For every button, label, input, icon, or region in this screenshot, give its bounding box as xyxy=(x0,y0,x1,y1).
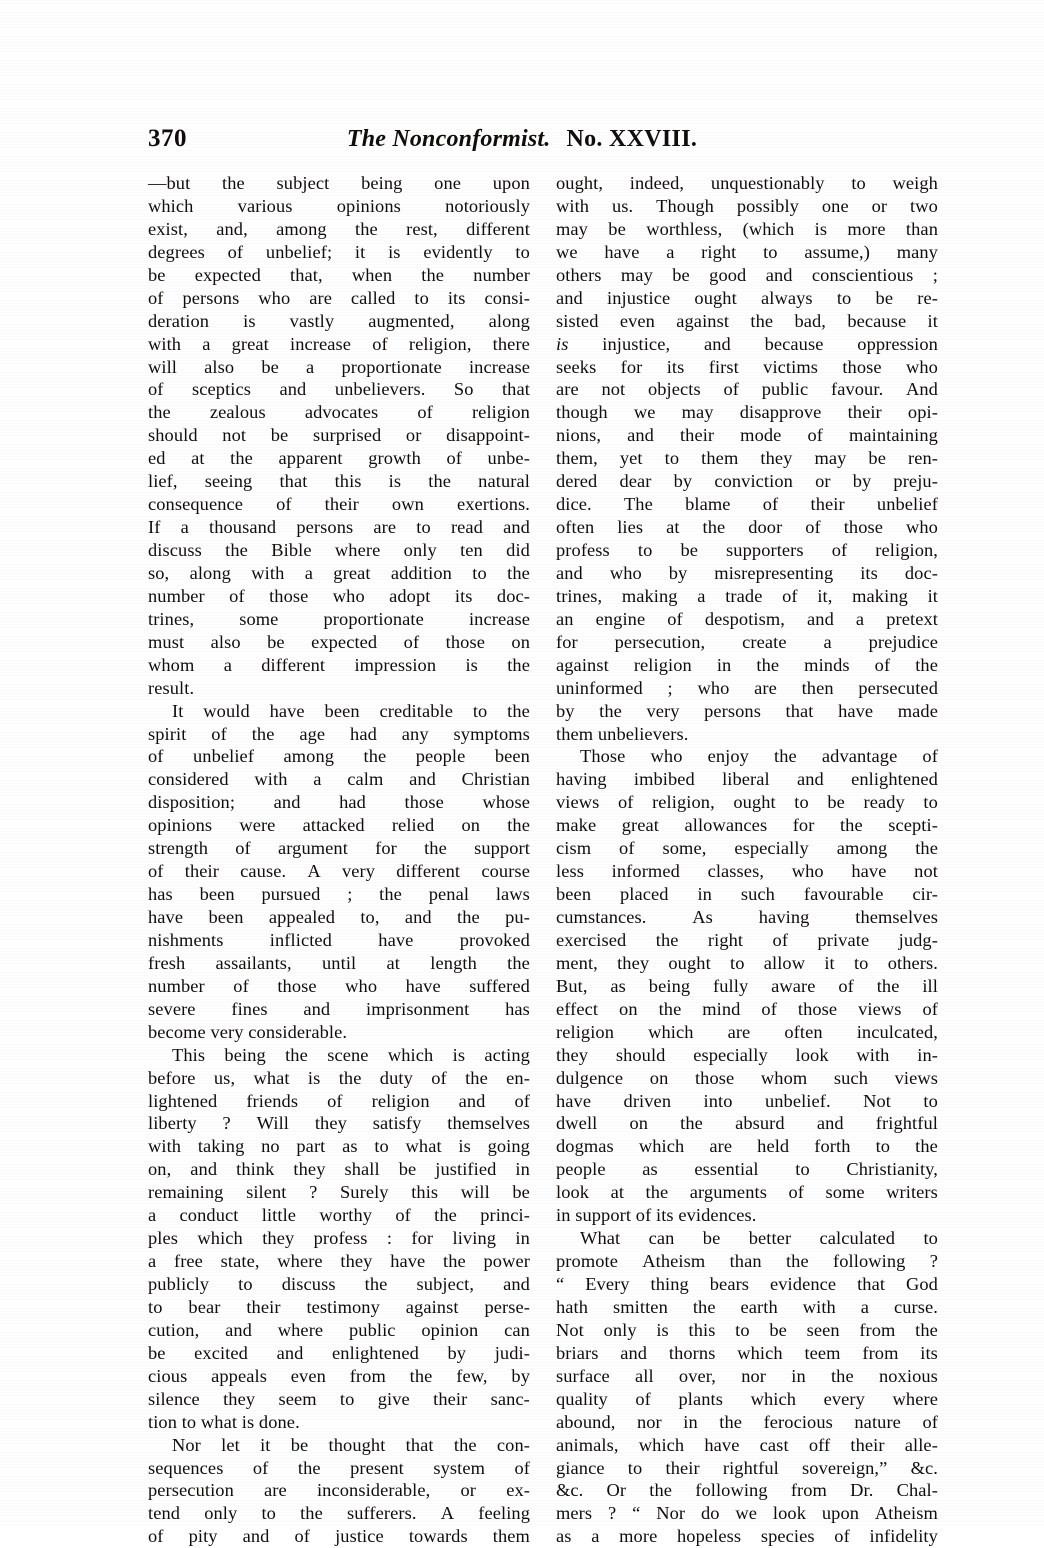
text-line: having imbibed liberal and enlightened xyxy=(556,769,938,790)
text-line: disposition; and had those whose xyxy=(148,792,530,813)
text-line: a conduct little worthy of the princi- xyxy=(148,1205,530,1226)
text-line: deration is vastly augmented, along xyxy=(148,310,530,331)
text-line: exist, and, among the rest, different xyxy=(148,218,530,239)
text-line: Not only is this to be seen from the xyxy=(556,1319,938,1340)
text-line: lightened friends of religion and of xyxy=(148,1090,530,1111)
text-line: severe fines and imprisonment has xyxy=(148,998,530,1019)
text-line: to bear their testimony against perse- xyxy=(148,1296,530,1317)
text-line: It would have been creditable to the xyxy=(172,700,530,721)
text-line: fresh assailants, until at length the xyxy=(148,952,530,973)
text-line: dice. The blame of their unbelief xyxy=(556,494,938,515)
page-number: 370 xyxy=(148,125,187,152)
text-line: and injustice ought always to be re- xyxy=(556,287,938,308)
text-line: as a more hopeless species of infidelity xyxy=(556,1526,938,1547)
column-left xyxy=(148,172,530,1548)
text-line: tend only to the sufferers. A feeling xyxy=(148,1503,530,1524)
text-line: exercised the right of private judg- xyxy=(556,929,938,950)
text-line: liberty ? Will they satisfy themselves xyxy=(148,1113,530,1134)
text-line: —but the subject being one upon xyxy=(148,173,530,193)
text-line: have been appealed to, and the pu- xyxy=(148,907,530,927)
text-line: “ Every thing bears evidence that God xyxy=(556,1274,938,1294)
text-line: dulgence on those whom such views xyxy=(556,1067,938,1088)
text-line: dered dear by conviction or by preju- xyxy=(556,471,938,492)
text-line: is injustice, and because oppression xyxy=(556,333,938,354)
text-line: hath smitten the earth with a curse. xyxy=(556,1296,938,1317)
text-line: animals, which have cast off their alle- xyxy=(556,1434,938,1455)
text-line: are not objects of public favour. And xyxy=(556,379,938,400)
text-line: sequences of the present system of xyxy=(148,1457,530,1478)
text-line: remaining silent ? Surely this will be xyxy=(148,1182,530,1203)
text-line: cumstances. As having themselves xyxy=(556,907,938,927)
text-line: of unbelief among the people been xyxy=(148,746,530,767)
column-right xyxy=(556,172,938,1548)
text-line: of sceptics and unbelievers. So that xyxy=(148,379,530,400)
text-line: abound, nor in the ferocious nature of xyxy=(556,1411,938,1432)
text-line: publicly to discuss the subject, and xyxy=(148,1274,530,1294)
text-line: so, along with a great addition to the xyxy=(148,562,530,583)
text-line: often lies at the door of those who xyxy=(556,517,938,538)
text-line: against religion in the minds of the xyxy=(556,654,938,675)
text-line: But, as being fully aware of the ill xyxy=(556,975,938,996)
text-line: ment, they ought to allow it to others. xyxy=(556,952,938,973)
text-line: them, yet to them they may be ren- xyxy=(556,448,938,469)
text-line: &c. Or the following from Dr. Chal- xyxy=(556,1480,938,1501)
text-line: strength of argument for the support xyxy=(148,838,530,859)
text-line: degrees of unbelief; it is evidently to xyxy=(148,241,530,262)
text-line: Nor let it be thought that the con- xyxy=(172,1434,530,1455)
text-line: opinions were attacked relied on the xyxy=(148,815,530,836)
text-line: result. xyxy=(148,677,195,698)
text-line: ought, indeed, unquestionably to weigh xyxy=(556,173,938,193)
text-line: less informed classes, who have not xyxy=(556,861,938,882)
text-line: This being the scene which is acting xyxy=(172,1044,530,1065)
text-line: persecution are inconsiderable, or ex- xyxy=(148,1480,530,1501)
text-line: Those who enjoy the advantage of xyxy=(580,746,938,767)
text-line: which various opinions notoriously xyxy=(148,195,530,216)
text-line: What can be better calculated to xyxy=(580,1228,938,1249)
issue-number: No. XXVIII. xyxy=(566,126,698,152)
text-line: an engine of despotism, and a pretext xyxy=(556,608,938,629)
text-line: by the very persons that have made xyxy=(556,700,938,721)
text-line: have driven into unbelief. Not to xyxy=(556,1090,938,1111)
text-line: religion which are often inculcated, xyxy=(556,1021,938,1042)
running-head xyxy=(148,122,896,156)
text-line: trines, some proportionate increase xyxy=(148,608,530,629)
text-line: we have a right to assume,) many xyxy=(556,241,938,262)
text-line: them unbelievers. xyxy=(556,723,689,744)
text-line: giance to their rightful sovereign,” &c. xyxy=(556,1457,938,1478)
text-line: cious appeals even from the few, by xyxy=(148,1365,530,1386)
text-line: spirit of the age had any symptoms xyxy=(148,723,530,744)
text-line: uninformed ; who are then persecuted xyxy=(556,677,938,698)
text-line: though we may disapprove their opi- xyxy=(556,402,938,423)
text-line: promote Atheism than the following ? xyxy=(556,1251,938,1272)
publication-title: The Nonconformist. xyxy=(346,126,551,152)
text-line: the zealous advocates of religion xyxy=(148,402,530,423)
text-line: discuss the Bible where only ten did xyxy=(148,540,530,560)
text-line: cism of some, especially among the xyxy=(556,838,938,859)
text-line: seeks for its first victims those who xyxy=(556,356,938,377)
text-line: silence they seem to give their sanc- xyxy=(148,1388,530,1409)
text-line: on, and think they shall be justified in xyxy=(148,1159,530,1180)
text-line: been placed in such favourable cir- xyxy=(556,884,938,905)
text-line: nishments inflicted have provoked xyxy=(148,929,530,950)
text-line: of their cause. A very different course xyxy=(148,861,530,882)
text-line: has been pursued ; the penal laws xyxy=(148,884,530,905)
text-line: with a great increase of religion, there xyxy=(148,333,530,354)
text-line: make great allowances for the scepti- xyxy=(556,815,938,836)
text-line: people as essential to Christianity, xyxy=(556,1159,938,1180)
text-line: considered with a calm and Christian xyxy=(148,769,530,790)
text-line: should not be surprised or disappoint- xyxy=(148,425,530,446)
text-line: before us, what is the duty of the en- xyxy=(148,1067,530,1088)
text-line: effect on the mind of those views of xyxy=(556,998,938,1019)
text-line: of persons who are called to its consi- xyxy=(148,287,530,308)
text-line: with taking no part as to what is going xyxy=(148,1136,530,1157)
text-line: mers ? “ Nor do we look upon Atheism xyxy=(556,1503,938,1524)
text-line: tion to what is done. xyxy=(148,1411,300,1432)
text-line: and who by misrepresenting its doc- xyxy=(556,562,938,583)
text-line: cution, and where public opinion can xyxy=(148,1319,530,1340)
text-line: ed at the apparent growth of unbe- xyxy=(148,448,530,469)
text-line: become very considerable. xyxy=(148,1021,348,1042)
text-line: number of those who adopt its doc- xyxy=(148,585,530,606)
text-line: others may be good and conscientious ; xyxy=(556,264,938,285)
text-line: number of those who have suffered xyxy=(148,975,530,996)
text-line: ples which they profess : for living in xyxy=(148,1228,530,1249)
text-line: dogmas which are held forth to the xyxy=(556,1136,938,1157)
text-line: lief, seeing that this is the natural xyxy=(148,471,530,492)
text-line: may be worthless, (which is more than xyxy=(556,218,938,239)
text-line: views of religion, ought to be ready to xyxy=(556,792,938,813)
text-line: a free state, where they have the power xyxy=(148,1251,530,1272)
text-line: profess to be supporters of religion, xyxy=(556,540,938,560)
text-line: be expected that, when the number xyxy=(148,264,530,285)
text-line: for persecution, create a prejudice xyxy=(556,631,938,652)
text-line: trines, making a trade of it, making it xyxy=(556,585,938,606)
text-line: whom a different impression is the xyxy=(148,654,530,675)
text-line: consequence of their own exertions. xyxy=(148,494,530,515)
text-line: be excited and enlightened by judi- xyxy=(148,1342,530,1363)
text-line: sisted even against the bad, because it xyxy=(556,310,938,331)
text-line: in support of its evidences. xyxy=(556,1205,757,1226)
text-line: surface all over, nor in the noxious xyxy=(556,1365,938,1386)
text-line: quality of plants which every where xyxy=(556,1388,938,1409)
text-line: with us. Though possibly one or two xyxy=(556,195,938,216)
text-line: look at the arguments of some writers xyxy=(556,1182,938,1203)
text-line: If a thousand persons are to read and xyxy=(148,517,530,538)
text-line: briars and thorns which teem from its xyxy=(556,1342,938,1363)
text-line: will also be a proportionate increase xyxy=(148,356,530,377)
running-head-center xyxy=(148,122,896,159)
text-line: they should especially look with in- xyxy=(556,1044,938,1065)
text-line: dwell on the absurd and frightful xyxy=(556,1113,938,1134)
text-line: must also be expected of those on xyxy=(148,631,530,652)
text-line: of pity and of justice towards them xyxy=(148,1526,530,1547)
text-line: nions, and their mode of maintaining xyxy=(556,425,938,446)
